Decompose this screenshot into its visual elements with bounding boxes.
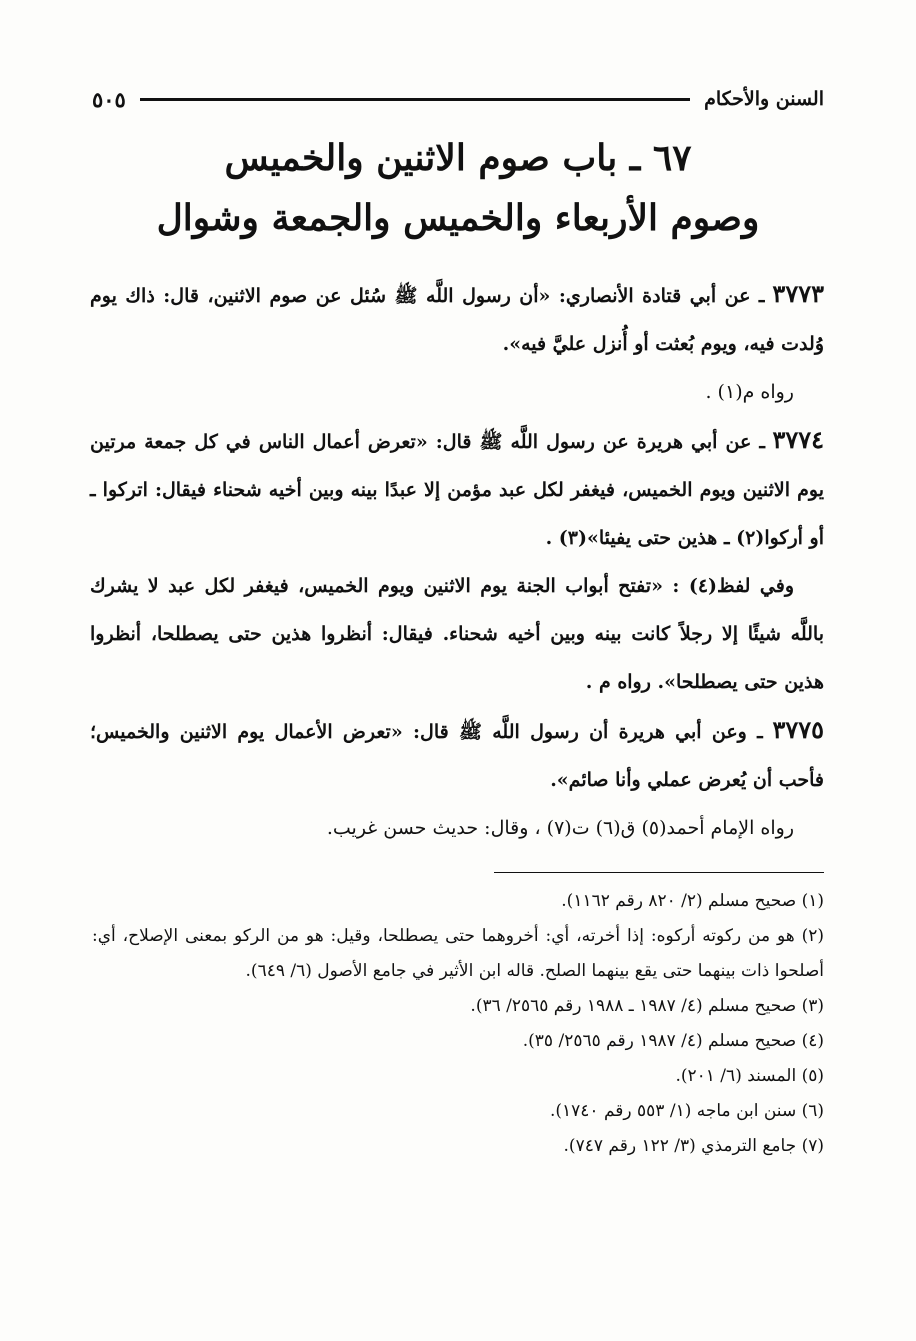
footnote-7: (٧) جامع الترمذي (٣/ ١٢٢ رقم ٧٤٧). (563, 1136, 824, 1156)
hadith-source: رواه م(١) . (705, 381, 794, 403)
footnote-5: (٥) المسند (٦/ ٢٠١). (675, 1066, 824, 1086)
chapter-title-line-1: ٦٧ ـ باب صوم الاثنين والخميس (224, 137, 692, 179)
hadith-3775 (90, 706, 824, 804)
hadith-3773 (90, 270, 824, 368)
footnote-3: (٣) صحيح مسلم (٤/ ١٩٨٧ ـ ١٩٨٨ رقم ٢٥٦٥/ ٣٦). (470, 996, 824, 1016)
header-rule (140, 98, 690, 101)
hadith-number: ٣٧٧٥ (772, 715, 824, 744)
hadith-number: ٣٧٧٤ (772, 425, 825, 454)
footnote-2: (٢) هو من ركوته أركوه: إذا أخرته، أي: أخروهما حتى يصطلحا، وقيل: هو من الركو بمعنى الإصلاح، أي: أصلحوا ذات بينهما حتى يقع بينهما الصلح. قاله ابن الأثير في جامع الأصول (٦/ ٦٤٩). (92, 926, 824, 981)
hadith-variant-wording: وفي لفظ(٤) : «تفتح أبواب الجنة يوم الاثنين ويوم الخميس، فيغفر لكل عبد لا يشرك باللَّه شيئًا إلا رجلاً كانت بينه وبين أخيه شحناء. فيقال: أنظروا هذين حتى يصطلحا، أنظروا هذين حتى يصطلحا». رواه م . (90, 575, 824, 693)
running-header (92, 84, 824, 114)
hadith-3774 (90, 416, 824, 562)
page-number: ٥٠٥ (92, 86, 126, 112)
hadith-text: ـ عن أبي قتادة الأنصاري: «أن رسول اللَّه ﷺ سُئل عن صوم الاثنين، قال: ذاك يوم وُلدت فيه، ويوم بُعثت أو أُنزل عليَّ فيه». (90, 285, 824, 355)
hadith-text: ـ وعن أبي هريرة أن رسول اللَّه ﷺ قال: «تعرض الأعمال يوم الاثنين والخميس؛ فأحب أن يُعرض عملي وأنا صائم». (90, 721, 824, 791)
chapter-title-line-2: وصوم الأربعاء والخميس والجمعة وشوال (156, 197, 760, 239)
hadith-text: ـ عن أبي هريرة عن رسول اللَّه ﷺ قال: «تعرض أعمال الناس في كل جمعة مرتين يوم الاثنين ويوم الخميس، فيغفر لكل عبد مؤمن إلا عبدًا بينه وبين أخيه شحناء فيقال: اتركوا ـ أو أركوا(٢) ـ هذين حتى يفيئا»(٣) . (90, 431, 824, 549)
footnote-1: (١) صحيح مسلم (٢/ ٨٢٠ رقم ١١٦٢). (561, 891, 824, 911)
running-title: السنن والأحكام (704, 88, 824, 110)
footnote-divider (494, 872, 824, 873)
footnote-6: (٦) سنن ابن ماجه (١/ ٥٥٣ رقم ١٧٤٠). (549, 1101, 824, 1121)
body-text (90, 270, 824, 852)
hadith-number: ٣٧٧٣ (772, 279, 824, 308)
footnote-4: (٤) صحيح مسلم (٤/ ١٩٨٧ رقم ٢٥٦٥/ ٣٥). (522, 1031, 824, 1051)
footnotes (92, 884, 824, 1164)
hadith-source: رواه الإمام أحمد(٥) ق(٦) ت(٧) ، وقال: حديث حسن غريب. (326, 817, 794, 839)
